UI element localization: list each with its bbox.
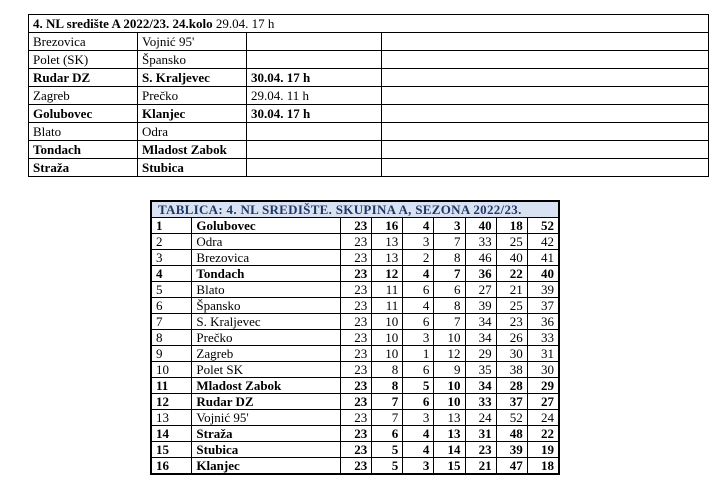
standings-points: 42: [527, 234, 559, 250]
standings-goals-for: 35: [465, 362, 496, 378]
fixtures-header: [29, 15, 709, 33]
fixtures-header-title: 4. NL središte A 2022/23. 24.kolo: [33, 15, 213, 31]
standings-club: Odra: [192, 234, 341, 250]
standings-wins: 5: [372, 458, 403, 475]
standings-points: 29: [527, 378, 559, 394]
fixture-away-team: Klanjec: [138, 105, 247, 123]
fixture-home-team: Golubovec: [29, 105, 138, 123]
standings-row: [151, 458, 559, 475]
standings-position: 8: [151, 330, 192, 346]
standings-goals-for: 40: [465, 218, 496, 234]
standings-goals-for: 29: [465, 346, 496, 362]
fixture-row: [29, 159, 709, 177]
standings-goals-against: 25: [496, 298, 527, 314]
standings-row: [151, 250, 559, 266]
fixture-row: [29, 33, 709, 51]
standings-wins: 13: [372, 250, 403, 266]
standings-draws: 4: [403, 298, 434, 314]
standings-goals-for: 21: [465, 458, 496, 475]
standings-played: 23: [341, 378, 372, 394]
fixture-home-team: Zagreb: [29, 87, 138, 105]
standings-draws: 4: [403, 442, 434, 458]
standings-losses: 13: [434, 426, 465, 442]
standings-club: Brezovica: [192, 250, 341, 266]
standings-goals-against: 40: [496, 250, 527, 266]
standings-goals-for: 23: [465, 442, 496, 458]
standings-position: 12: [151, 394, 192, 410]
standings-draws: 6: [403, 394, 434, 410]
standings-position: 1: [151, 218, 192, 234]
standings-played: 23: [341, 218, 372, 234]
standings-points: 33: [527, 330, 559, 346]
standings-draws: 6: [403, 282, 434, 298]
standings-losses: 10: [434, 394, 465, 410]
fixture-row: [29, 141, 709, 159]
standings-row: [151, 378, 559, 394]
fixture-time: [247, 159, 382, 177]
standings-points: 27: [527, 394, 559, 410]
standings-position: 4: [151, 266, 192, 282]
standings-played: 23: [341, 330, 372, 346]
fixture-extra: [382, 141, 709, 159]
standings-wins: 11: [372, 282, 403, 298]
standings-points: 31: [527, 346, 559, 362]
standings-wins: 10: [372, 346, 403, 362]
standings-title-row: [151, 201, 559, 218]
standings-played: 23: [341, 394, 372, 410]
standings-losses: 13: [434, 410, 465, 426]
standings-losses: 10: [434, 378, 465, 394]
fixture-extra: [382, 33, 709, 51]
standings-club: Mladost Zabok: [192, 378, 341, 394]
standings-goals-for: 33: [465, 394, 496, 410]
standings-club: Rudar DZ: [192, 394, 341, 410]
standings-goals-for: 39: [465, 298, 496, 314]
standings-club: Klanjec: [192, 458, 341, 475]
standings-draws: 4: [403, 218, 434, 234]
standings-row: [151, 234, 559, 250]
standings-points: 24: [527, 410, 559, 426]
fixture-away-team: Mladost Zabok: [138, 141, 247, 159]
standings-wins: 7: [372, 394, 403, 410]
fixtures-table: [28, 14, 709, 177]
standings-losses: 8: [434, 250, 465, 266]
fixtures-header-date: 29.04. 17 h: [212, 15, 275, 31]
standings-goals-against: 21: [496, 282, 527, 298]
standings-position: 2: [151, 234, 192, 250]
standings-points: 37: [527, 298, 559, 314]
fixture-row: [29, 87, 709, 105]
standings-club: Polet SK: [192, 362, 341, 378]
fixture-away-team: S. Kraljevec: [138, 69, 247, 87]
fixture-time: [247, 141, 382, 159]
standings-row: [151, 346, 559, 362]
fixture-away-team: Odra: [138, 123, 247, 141]
standings-losses: 12: [434, 346, 465, 362]
standings-row: [151, 282, 559, 298]
standings-row: [151, 330, 559, 346]
fixture-away-team: Stubica: [138, 159, 247, 177]
standings-points: 52: [527, 218, 559, 234]
standings-losses: 10: [434, 330, 465, 346]
standings-draws: 3: [403, 458, 434, 475]
standings-row: [151, 394, 559, 410]
standings-goals-for: 31: [465, 426, 496, 442]
standings-wins: 16: [372, 218, 403, 234]
standings-played: 23: [341, 298, 372, 314]
fixture-time: 29.04. 11 h: [247, 87, 382, 105]
standings-wins: 8: [372, 362, 403, 378]
standings-played: 23: [341, 266, 372, 282]
fixture-extra: [382, 123, 709, 141]
standings-goals-for: 46: [465, 250, 496, 266]
standings-goals-for: 36: [465, 266, 496, 282]
standings-played: 23: [341, 442, 372, 458]
standings-club: Špansko: [192, 298, 341, 314]
standings-goals-against: 18: [496, 218, 527, 234]
standings-position: 3: [151, 250, 192, 266]
standings-goals-against: 37: [496, 394, 527, 410]
standings-position: 13: [151, 410, 192, 426]
standings-goals-against: 28: [496, 378, 527, 394]
standings-goals-against: 39: [496, 442, 527, 458]
standings-position: 14: [151, 426, 192, 442]
standings-played: 23: [341, 234, 372, 250]
fixture-row: [29, 51, 709, 69]
standings-goals-against: 38: [496, 362, 527, 378]
fixture-away-team: Vojnić 95': [138, 33, 247, 51]
standings-title: TABLICA: 4. NL SREDIŠTE. SKUPINA A, SEZONA 2022/23.: [151, 201, 559, 218]
fixture-row: [29, 69, 709, 87]
standings-wins: 7: [372, 410, 403, 426]
fixture-row: [29, 123, 709, 141]
fixture-row: [29, 105, 709, 123]
fixture-extra: [382, 105, 709, 123]
standings-goals-for: 34: [465, 314, 496, 330]
fixtures-header-row: [29, 15, 709, 33]
standings-club: Vojnić 95': [192, 410, 341, 426]
standings-played: 23: [341, 314, 372, 330]
fixture-home-team: Tondach: [29, 141, 138, 159]
standings-position: 15: [151, 442, 192, 458]
standings-draws: 3: [403, 330, 434, 346]
fixture-home-team: Blato: [29, 123, 138, 141]
standings-position: 7: [151, 314, 192, 330]
standings-position: 5: [151, 282, 192, 298]
standings-wins: 5: [372, 442, 403, 458]
standings-played: 23: [341, 346, 372, 362]
standings-club: Golubovec: [192, 218, 341, 234]
standings-goals-against: 30: [496, 346, 527, 362]
standings-position: 11: [151, 378, 192, 394]
standings-draws: 6: [403, 314, 434, 330]
standings-club: Stubica: [192, 442, 341, 458]
standings-draws: 2: [403, 250, 434, 266]
standings-club: Prečko: [192, 330, 341, 346]
standings-wins: 11: [372, 298, 403, 314]
standings-wins: 10: [372, 330, 403, 346]
standings-losses: 7: [434, 234, 465, 250]
standings-points: 39: [527, 282, 559, 298]
standings-goals-against: 22: [496, 266, 527, 282]
standings-wins: 8: [372, 378, 403, 394]
standings-club: Tondach: [192, 266, 341, 282]
standings-points: 41: [527, 250, 559, 266]
standings-goals-against: 48: [496, 426, 527, 442]
fixture-extra: [382, 51, 709, 69]
standings-draws: 5: [403, 378, 434, 394]
standings-wins: 13: [372, 234, 403, 250]
standings-played: 23: [341, 362, 372, 378]
standings-goals-for: 34: [465, 330, 496, 346]
standings-played: 23: [341, 458, 372, 475]
fixture-time: 30.04. 17 h: [247, 105, 382, 123]
standings-losses: 9: [434, 362, 465, 378]
standings-position: 10: [151, 362, 192, 378]
standings-wins: 12: [372, 266, 403, 282]
standings-played: 23: [341, 410, 372, 426]
standings-row: [151, 426, 559, 442]
standings-goals-for: 27: [465, 282, 496, 298]
fixture-home-team: Straža: [29, 159, 138, 177]
standings-goals-for: 33: [465, 234, 496, 250]
standings-wins: 10: [372, 314, 403, 330]
standings-row: [151, 362, 559, 378]
standings-losses: 8: [434, 298, 465, 314]
standings-played: 23: [341, 250, 372, 266]
standings-table: [150, 200, 560, 475]
standings-club: Zagreb: [192, 346, 341, 362]
standings-wins: 6: [372, 426, 403, 442]
standings-draws: 4: [403, 426, 434, 442]
standings-points: 19: [527, 442, 559, 458]
standings-row: [151, 314, 559, 330]
fixture-time: [247, 123, 382, 141]
fixture-time: [247, 33, 382, 51]
standings-losses: 14: [434, 442, 465, 458]
standings-goals-against: 25: [496, 234, 527, 250]
fixture-time: 30.04. 17 h: [247, 69, 382, 87]
standings-goals-against: 26: [496, 330, 527, 346]
standings-position: 9: [151, 346, 192, 362]
standings-position: 6: [151, 298, 192, 314]
fixture-away-team: Prečko: [138, 87, 247, 105]
standings-points: 18: [527, 458, 559, 475]
standings-goals-against: 52: [496, 410, 527, 426]
standings-draws: 3: [403, 410, 434, 426]
standings-row: [151, 218, 559, 234]
fixture-home-team: Rudar DZ: [29, 69, 138, 87]
standings-draws: 1: [403, 346, 434, 362]
standings-goals-against: 47: [496, 458, 527, 475]
standings-club: Blato: [192, 282, 341, 298]
standings-played: 23: [341, 282, 372, 298]
fixture-time: [247, 51, 382, 69]
standings-points: 30: [527, 362, 559, 378]
standings-played: 23: [341, 426, 372, 442]
fixture-home-team: Polet (SK): [29, 51, 138, 69]
fixture-home-team: Brezovica: [29, 33, 138, 51]
fixture-away-team: Špansko: [138, 51, 247, 69]
standings-draws: 6: [403, 362, 434, 378]
standings-points: 22: [527, 426, 559, 442]
standings-losses: 3: [434, 218, 465, 234]
standings-losses: 15: [434, 458, 465, 475]
fixture-extra: [382, 87, 709, 105]
standings-losses: 7: [434, 266, 465, 282]
standings-row: [151, 442, 559, 458]
standings-points: 40: [527, 266, 559, 282]
standings-goals-for: 24: [465, 410, 496, 426]
standings-row: [151, 298, 559, 314]
standings-club: Straža: [192, 426, 341, 442]
standings-draws: 3: [403, 234, 434, 250]
standings-club: S. Kraljevec: [192, 314, 341, 330]
standings-losses: 7: [434, 314, 465, 330]
standings-points: 36: [527, 314, 559, 330]
standings-row: [151, 266, 559, 282]
standings-draws: 4: [403, 266, 434, 282]
standings-goals-for: 34: [465, 378, 496, 394]
standings-losses: 6: [434, 282, 465, 298]
fixture-extra: [382, 159, 709, 177]
standings-position: 16: [151, 458, 192, 475]
standings-goals-against: 23: [496, 314, 527, 330]
standings-row: [151, 410, 559, 426]
fixture-extra: [382, 69, 709, 87]
